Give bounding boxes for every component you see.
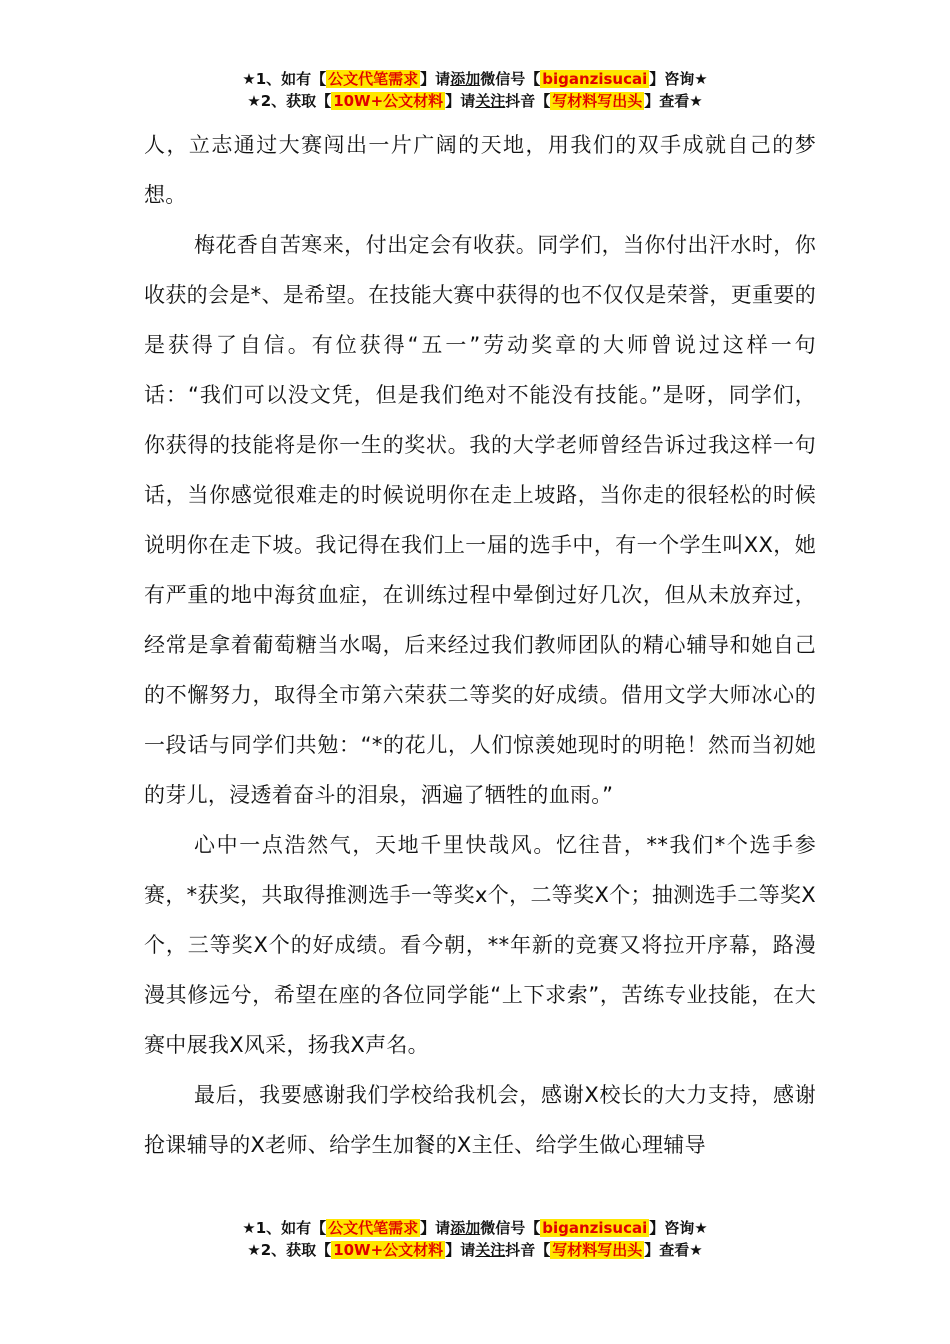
banner-highlight: biganzisucai: [542, 1219, 648, 1237]
banner-text: 】请: [420, 70, 451, 88]
paragraph: 人，立志通过大赛闯出一片广阔的天地，用我们的双手成就自己的梦想。: [144, 133, 816, 207]
banner-text: 】咨询★: [649, 70, 708, 88]
banner-highlight: 写材料写出头: [552, 1241, 643, 1259]
paragraph: 心中一点浩然气，天地千里快哉风。忆往昔，**我们*个选手参赛，*获奖，共取得推测选手一等奖x个，二等奖X个；抽测选手二等奖X个，三等奖X个的好成绩。看今朝，**年新的竞赛又将拉开序幕，路漫漫其修远兮，希望在座的各位同学能“上下求索”，苦练专业技能，在大赛中展我X风采，扬我X声名。: [144, 833, 816, 1057]
banner-text: 】咨询★: [649, 1219, 708, 1237]
banner-highlight: biganzisucai: [542, 70, 648, 88]
banner-text: 微信号【: [480, 70, 541, 88]
banner-line-2: [0, 1239, 950, 1261]
banner-text: 】请: [445, 1241, 476, 1259]
banner-underlined: 关注: [475, 1241, 506, 1259]
banner-text: ★1、如有【: [242, 70, 327, 88]
banner-underlined: 添加: [450, 1219, 481, 1237]
paragraph: 梅花香自苦寒来，付出定会有收获。同学们，当你付出汗水时，你收获的会是*、是希望。在技能大赛中获得的也不仅仅是荣誉，更重要的是获得了自信。有位获得“五一”劳动奖章的大师曾说过这样一句话：“我们可以没文凭，但是我们绝对不能没有技能。”是呀，同学们，你获得的技能将是你一生的奖状。我的大学老师曾经告诉过我这样一句话，当你感觉很难走的时候说明你在走上坡路，当你走的很轻松的时候说明你在走下坡。我记得在我们上一届的选手中，有一个学生叫XX，她有严重的地中海贫血症，在训练过程中晕倒过好几次，但从未放弃过，经常是拿着葡萄糖当水喝，后来经过我们教师团队的精心辅导和她自己的不懈努力，取得全市第六荣获二等奖的好成绩。借用文学大师冰心的一段话与同学们共勉：“*的花儿，人们惊羡她现时的明艳！然而当初她的芽儿，浸透着奋斗的泪泉，洒遍了牺牲的血雨。”: [144, 233, 816, 807]
banner-text: ★1、如有【: [242, 1219, 327, 1237]
banner-line-1: [0, 68, 950, 90]
banner-text: 】查看★: [644, 1241, 703, 1259]
banner-underlined: 添加: [450, 70, 481, 88]
banner-highlight: 公文代笔需求: [328, 1219, 419, 1237]
banner-text: ★2、获取【: [247, 92, 332, 110]
banner-highlight: 10W+公文材料: [333, 92, 444, 110]
banner-highlight: 10W+公文材料: [333, 1241, 444, 1259]
banner-text: 抖音【: [505, 92, 551, 110]
banner-text: 微信号【: [480, 1219, 541, 1237]
banner-line-2: [0, 90, 950, 112]
banner-underlined: 关注: [475, 92, 506, 110]
banner-text: 】请: [445, 92, 476, 110]
banner-text: 】请: [420, 1219, 451, 1237]
paragraph: 最后，我要感谢我们学校给我机会，感谢X校长的大力支持，感谢抢课辅导的X老师、给学生加餐的X主任、给学生做心理辅导: [144, 1083, 816, 1157]
banner-highlight: 公文代笔需求: [328, 70, 419, 88]
document-body: [144, 120, 816, 1170]
header-banner: [0, 68, 950, 112]
banner-highlight: 写材料写出头: [552, 92, 643, 110]
banner-line-1: [0, 1217, 950, 1239]
banner-text: 抖音【: [505, 1241, 551, 1259]
footer-banner: [0, 1217, 950, 1261]
banner-text: 】查看★: [644, 92, 703, 110]
banner-text: ★2、获取【: [247, 1241, 332, 1259]
